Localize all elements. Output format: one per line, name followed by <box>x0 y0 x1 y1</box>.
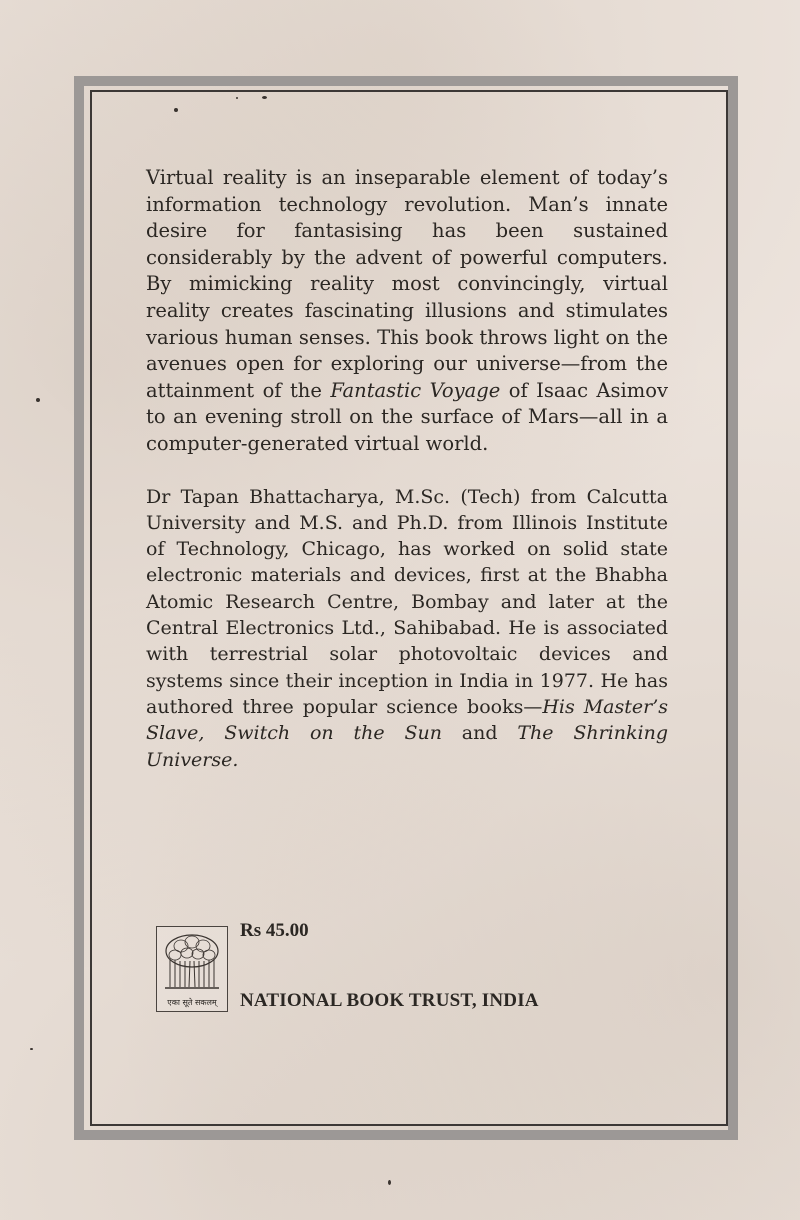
price-label: Rs 45.00 <box>240 920 309 941</box>
banyan-tree-icon <box>161 931 223 993</box>
publisher-logo <box>156 926 228 1012</box>
paper-speck <box>236 97 238 99</box>
bio-text-a: Dr Tapan Bhattacharya, M.Sc. (Tech) from Calcutta University and M.S. and Ph.D. from Illinois Institute of Technology, Chicago, has worked on solid state electronic materials and devices, first at the Bhabha Atomic Research Centre, Bombay and later at the Central Electronics Ltd., Sahibabad. He is associated with terrestrial solar photovoltaic devices and systems since their inception in India in 1977. He has authored three popular science books— <box>146 485 668 718</box>
bio-titles-2: The Shrinking Universe. <box>146 722 668 771</box>
paper-speck <box>262 96 267 99</box>
blurb-text-a: Virtual reality is an inseparable element of today’s information technology revolution. Man’s innate desire for fantasising has been sustained considerably by the advent of powerful computers. By mimicking reality most convincingly, virtual reality creates fascinating illusions and stimulates various human senses. This book throws light on the avenues open for exploring our universe—from the attainment of the <box>146 166 668 402</box>
paper-speck <box>388 1180 391 1185</box>
paper-speck <box>30 1048 33 1050</box>
bio-titles-1: His Master’s Slave, Switch on the Sun <box>146 695 668 745</box>
back-cover-text <box>146 165 668 773</box>
book-blurb <box>146 165 668 458</box>
paper-speck <box>36 398 40 402</box>
blurb-title-fantastic-voyage: Fantastic Voyage <box>330 378 501 402</box>
blurb-text-c: of Isaac Asimov to an evening stroll on the surface of Mars—all in a computer-generated virtual world. <box>146 378 669 455</box>
bio-text-c: and <box>441 722 518 745</box>
paper-speck <box>174 108 178 112</box>
logo-motto: एका सूते सकलम् <box>167 998 217 1007</box>
author-bio <box>146 484 668 773</box>
publisher-name: NATIONAL BOOK TRUST, INDIA <box>240 990 539 1011</box>
